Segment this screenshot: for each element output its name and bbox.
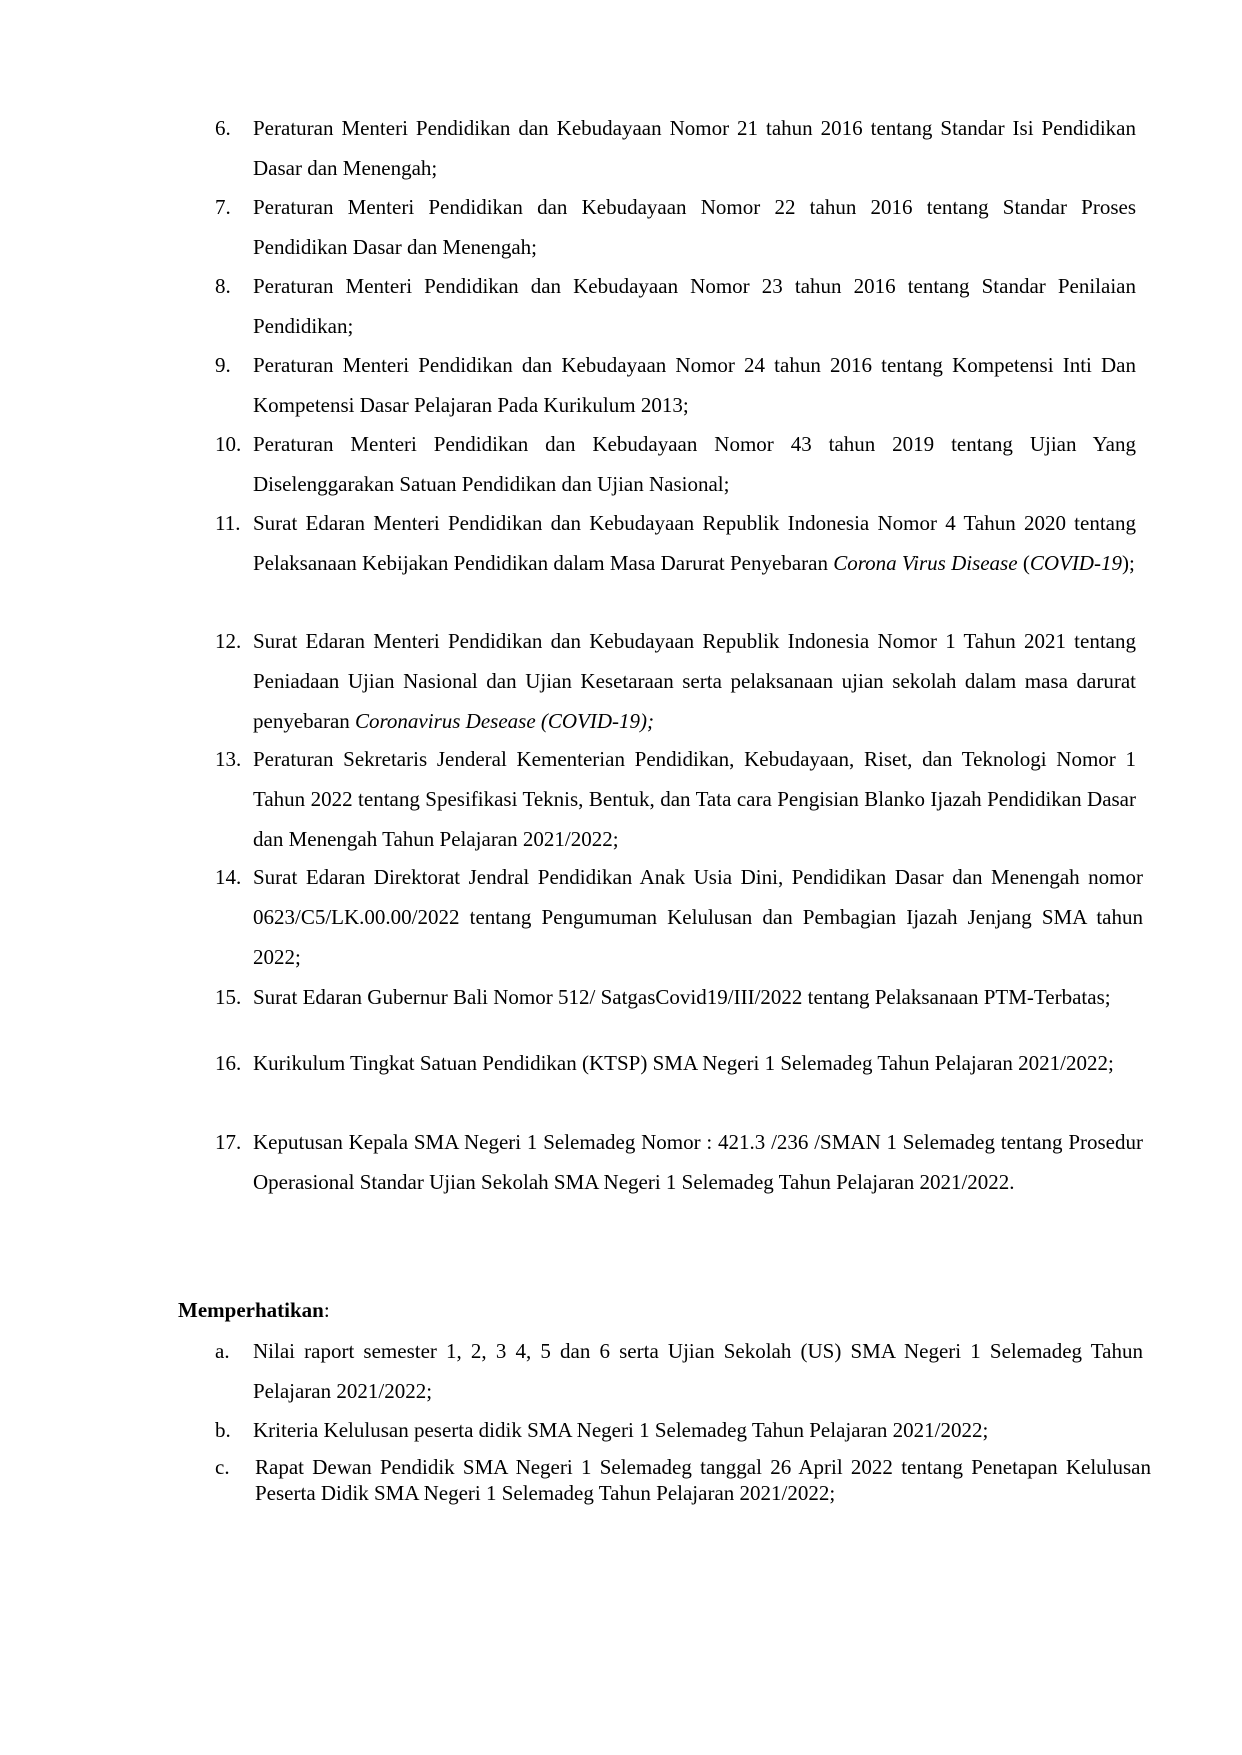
list-item-letter: a.	[215, 1339, 230, 1363]
list-item	[215, 739, 1136, 859]
list-item-text: Peraturan Menteri Pendidikan dan Kebudayaan Nomor 23 tahun 2016 tentang Standar Penilaian Pendidikan;	[253, 274, 1136, 338]
list-item	[215, 1331, 1143, 1411]
list-item	[215, 1454, 1151, 1506]
list-item-letter: b.	[215, 1418, 231, 1442]
list-item	[215, 266, 1136, 346]
italic-term: Corona Virus Disease	[833, 551, 1018, 575]
list-item	[215, 424, 1136, 504]
list-item-text: Surat Edaran Menteri Pendidikan dan Kebudayaan Republik Indonesia Nomor 4 Tahun 2020 tentang Pelaksanaan Kebijakan Pendidikan dalam Masa Darurat Penyebaran Corona Virus Disease (COVID-19);	[253, 511, 1136, 575]
list-item	[215, 1410, 1143, 1450]
list-item-number: 16.	[215, 1051, 242, 1075]
list-item-number: 12.	[215, 629, 242, 653]
list-item	[215, 984, 1115, 1010]
section-heading	[178, 1290, 330, 1330]
list-item-text: Kurikulum Tingkat Satuan Pendidikan (KTSP) SMA Negeri 1 Selemadeg Tahun Pelajaran 2021/2022;	[253, 1051, 1114, 1075]
list-item	[215, 857, 1143, 977]
list-item	[215, 621, 1136, 741]
list-item-number: 15.	[215, 985, 242, 1009]
section-heading-colon: :	[323, 1298, 330, 1322]
list-item-text: Rapat Dewan Pendidik SMA Negeri 1 Selemadeg tanggal 26 April 2022 tentang Penetapan Kelulusan Peserta Didik SMA Negeri 1 Selemadeg Tahun Pelajaran 2021/2022;	[255, 1455, 1151, 1505]
list-item-number: 9.	[215, 353, 231, 377]
list-item-number: 14.	[215, 865, 242, 889]
list-item	[215, 1122, 1143, 1202]
list-item	[215, 1043, 1136, 1083]
italic-term: COVID-19	[1029, 551, 1122, 575]
list-item-text: Surat Edaran Menteri Pendidikan dan Kebudayaan Republik Indonesia Nomor 1 Tahun 2021 tentang Peniadaan Ujian Nasional dan Ujian Kesetaraan serta pelaksanaan ujian sekolah dalam masa darurat penyebaran Coronavirus Desease (COVID-19);	[253, 629, 1136, 733]
list-item-text: Peraturan Menteri Pendidikan dan Kebudayaan Nomor 22 tahun 2016 tentang Standar Proses Pendidikan Dasar dan Menengah;	[253, 195, 1136, 259]
list-item-text: Surat Edaran Direktorat Jendral Pendidikan Anak Usia Dini, Pendidikan Dasar dan Menengah nomor 0623/C5/LK.00.00/2022 tentang Pengumuman Kelulusan dan Pembagian Ijazah Jenjang SMA tahun 2022;	[253, 865, 1143, 969]
list-item-number: 8.	[215, 274, 231, 298]
list-item	[215, 108, 1136, 188]
list-item-text: Peraturan Sekretaris Jenderal Kementerian Pendidikan, Kebudayaan, Riset, dan Teknologi Nomor 1 Tahun 2022 tentang Spesifikasi Teknis, Bentuk, dan Tata cara Pengisian Blanko Ijazah Pendidikan Dasar dan Menengah Tahun Pelajaran 2021/2022;	[253, 747, 1136, 851]
list-item-number: 6.	[215, 116, 231, 140]
list-item-number: 11.	[215, 511, 241, 535]
italic-term: Coronavirus Desease (COVID-19);	[355, 709, 655, 733]
list-item-number: 7.	[215, 195, 231, 219]
list-item-number: 17.	[215, 1130, 242, 1154]
list-item-text: Kriteria Kelulusan peserta didik SMA Negeri 1 Selemadeg Tahun Pelajaran 2021/2022;	[253, 1418, 989, 1442]
list-item-text: Surat Edaran Gubernur Bali Nomor 512/ SatgasCovid19/III/2022 tentang Pelaksanaan PTM-Terbatas;	[253, 985, 1111, 1009]
list-item-text: Peraturan Menteri Pendidikan dan Kebudayaan Nomor 43 tahun 2019 tentang Ujian Yang Diselenggarakan Satuan Pendidikan dan Ujian Nasional;	[253, 432, 1136, 496]
list-item-text: Keputusan Kepala SMA Negeri 1 Selemadeg Nomor : 421.3 /236 /SMAN 1 Selemadeg tentang Prosedur Operasional Standar Ujian Sekolah SMA Negeri 1 Selemadeg Tahun Pelajaran 2021/2022.	[253, 1130, 1143, 1194]
list-item-text: Peraturan Menteri Pendidikan dan Kebudayaan Nomor 21 tahun 2016 tentang Standar Isi Pendidikan Dasar dan Menengah;	[253, 116, 1136, 180]
list-item-text: Peraturan Menteri Pendidikan dan Kebudayaan Nomor 24 tahun 2016 tentang Kompetensi Inti Dan Kompetensi Dasar Pelajaran Pada Kurikulum 2013;	[253, 353, 1136, 417]
list-item-number: 10.	[215, 432, 242, 456]
list-item-number: 13.	[215, 747, 242, 771]
list-item	[215, 345, 1136, 425]
list-item-text: Nilai raport semester 1, 2, 3 4, 5 dan 6 serta Ujian Sekolah (US) SMA Negeri 1 Selemadeg Tahun Pelajaran 2021/2022;	[253, 1339, 1143, 1403]
list-item-letter: c.	[215, 1455, 230, 1479]
list-item	[215, 503, 1136, 583]
section-heading-label: Memperhatikan	[178, 1298, 324, 1322]
list-item	[215, 187, 1136, 267]
